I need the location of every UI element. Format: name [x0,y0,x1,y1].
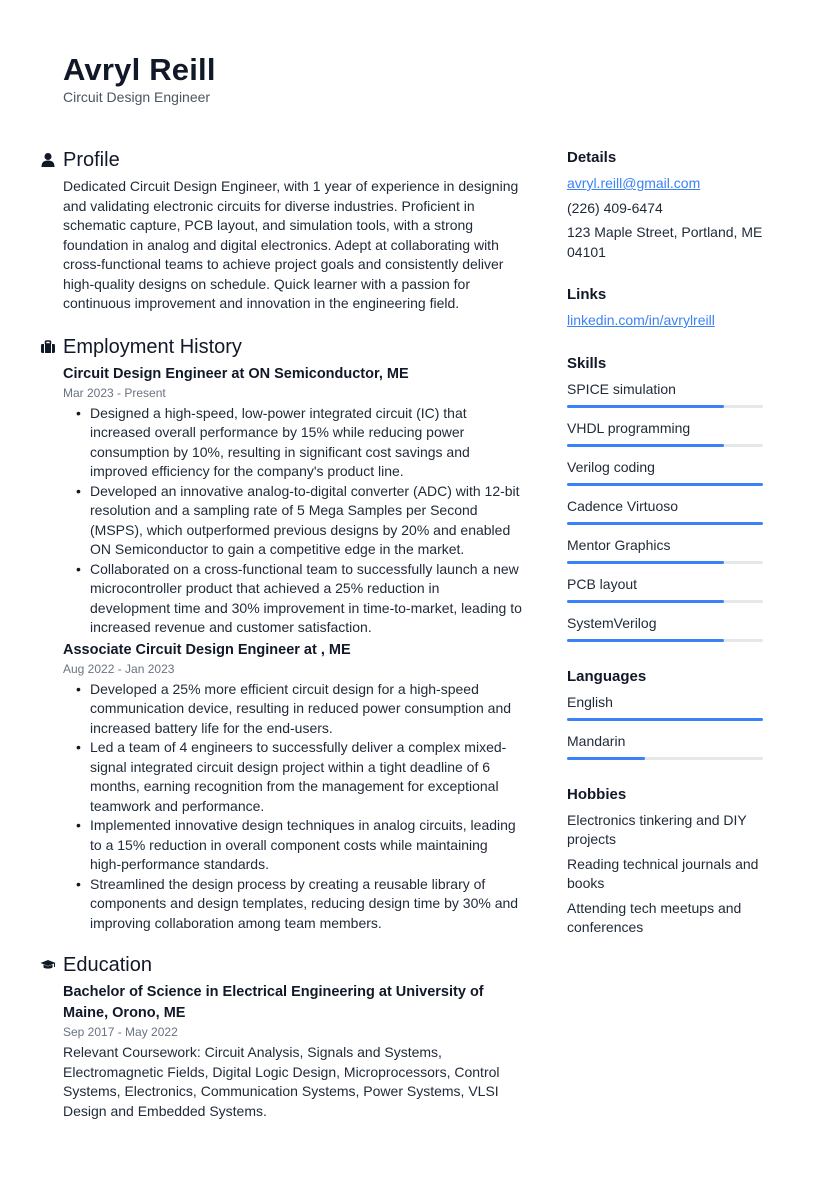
language-list [567,693,764,760]
job-entry [63,640,522,934]
links-heading: Links [567,286,607,303]
education-text: Relevant Coursework: Circuit Analysis, Signals and Systems, Electromagnetic Fields, Digital Logic Design, Microprocessors, Control Systems, Electronics, Communication Systems, Power Systems, VLSI Design and Embedded Systems. [63,1044,500,1119]
hobby-item: Attending tech meetups and conferences [567,899,742,935]
languages-section [567,666,764,760]
skill-level-fill [567,444,724,447]
skill-item [567,380,764,408]
main-column [40,146,522,1121]
skill-item [567,419,764,447]
skill-name: Mentor Graphics [567,536,671,553]
skill-level-bar [567,639,763,642]
skill-level-bar [567,405,763,408]
language-name: Mandarin [567,732,626,749]
skills-section [567,353,764,642]
profile-section [40,146,522,314]
language-level-fill [567,718,763,721]
skills-heading: Skills [567,354,607,372]
employment-section [40,333,522,934]
job-dates: Mar 2023 - Present [63,385,166,400]
job-bullet: • Developed an innovative analog-to-digital converter (ADC) with 12-bit resolution and a sampling rate of 5 Mega Samples per Second (MSPS), which outperformed previous designs by 20% and enabled ON Semiconductor to gain a competitive edge in the market. [63,482,522,560]
details-section [567,147,764,262]
person-icon [40,152,56,168]
job-bullet: • Implemented innovative design techniques in analog circuits, leading to a 15% reduction in overall component costs while maintaining high-performance standards. [63,816,522,875]
email-link[interactable]: avryl.reill@gmail.com [567,175,701,191]
education-section [40,951,522,1121]
hobby-item: Electronics tinkering and DIY projects [567,811,747,847]
sidebar [567,147,764,960]
skill-level-fill [567,600,724,603]
skill-level-fill [567,483,763,486]
skill-level-fill [567,405,724,408]
language-item [567,693,764,721]
skill-level-bar [567,561,763,564]
address: 123 Maple Street, Portland, ME 04101 [567,224,763,260]
language-level-bar [567,718,763,721]
skill-level-fill [567,522,763,525]
skill-item [567,575,764,603]
skill-level-bar [567,483,763,486]
job-bullets [63,404,522,638]
skill-level-fill [567,561,724,564]
skill-item [567,497,764,525]
graduation-cap-icon [40,957,56,973]
job-bullet: • Led a team of 4 engineers to successfully deliver a complex mixed-signal integrated circuit design project within a tight deadline of 6 months, earning recognition from the management for exceptional teamwork and performance. [63,738,522,816]
degree-title: Bachelor of Science in Electrical Engineering at University of Maine, Orono, ME [63,984,484,1021]
skill-list [567,380,764,642]
skill-name: PCB layout [567,575,638,592]
job-list [63,364,522,934]
hobbies-section [567,784,764,938]
skill-level-bar [567,444,763,447]
profile-heading: Profile [63,149,120,171]
language-item [567,732,764,760]
employment-heading: Employment History [63,335,242,358]
skill-level-fill [567,639,724,642]
language-name: English [567,693,613,710]
job-dates: Aug 2022 - Jan 2023 [63,661,175,676]
profile-text: Dedicated Circuit Design Engineer, with 1 year of experience in designing and validating electronic circuits for diverse industries. Proficient in schematic capture, PCB layout, and simulation tools, with a strong foundation in analog and digital electronics. Adept at collaborating with cross-functional teams to achieve project goals and consistently deliver high-quality designs on schedule. Quick learner with a passion for continuous improvement and innovation in the engineering field. [63,178,519,311]
hobby-list [567,811,764,938]
linkedin-link[interactable]: linkedin.com/in/avrylreill [567,312,715,328]
details-heading: Details [567,149,617,166]
skill-item [567,458,764,486]
job-bullet: • Collaborated on a cross-functional team to successfully launch a new microcontroller product that achieved a 25% reduction in development time and 30% improvement in time-to-market, leading to increased revenue and customer satisfaction. [63,560,522,638]
candidate-name: Avryl Reill [63,52,216,87]
job-bullet: • Developed a 25% more efficient circuit design for a high-speed communication device, resulting in reduced power consumption and increased battery life for the end-users. [63,680,522,739]
language-level-fill [567,757,645,760]
job-entry [63,364,522,638]
education-dates: Sep 2017 - May 2022 [63,1025,178,1039]
education-heading: Education [63,954,152,976]
skill-level-bar [567,522,763,525]
candidate-title: Circuit Design Engineer [63,89,211,105]
phone-number: (226) 409-6474 [567,199,663,216]
skill-name: VHDL programming [567,419,691,436]
briefcase-icon [40,339,56,355]
skill-name: Cadence Virtuoso [567,497,679,514]
links-section [567,284,764,331]
skill-level-bar [567,600,763,603]
hobbies-heading: Hobbies [567,785,627,803]
job-title: Circuit Design Engineer at ON Semiconductor, ME [63,365,409,382]
language-level-bar [567,757,763,760]
resume-header [63,52,216,106]
skill-item [567,614,764,642]
hobby-item: Reading technical journals and books [567,855,759,891]
skill-name: SystemVerilog [567,614,657,631]
job-bullet: • Designed a high-speed, low-power integrated circuit (IC) that increased overall performance by 15% while reducing power consumption by 10%, resulting in significant cost savings and improved efficiency for the company's product line. [63,404,522,482]
languages-heading: Languages [567,667,647,685]
job-bullet: • Streamlined the design process by creating a reusable library of components and design templates, reducing design time by 30% and improving collaboration among team members. [63,875,522,934]
job-bullets [63,680,522,934]
skill-name: Verilog coding [567,458,655,475]
skill-name: SPICE simulation [567,380,676,397]
skill-item [567,536,764,564]
job-title: Associate Circuit Design Engineer at , ME [63,641,351,658]
